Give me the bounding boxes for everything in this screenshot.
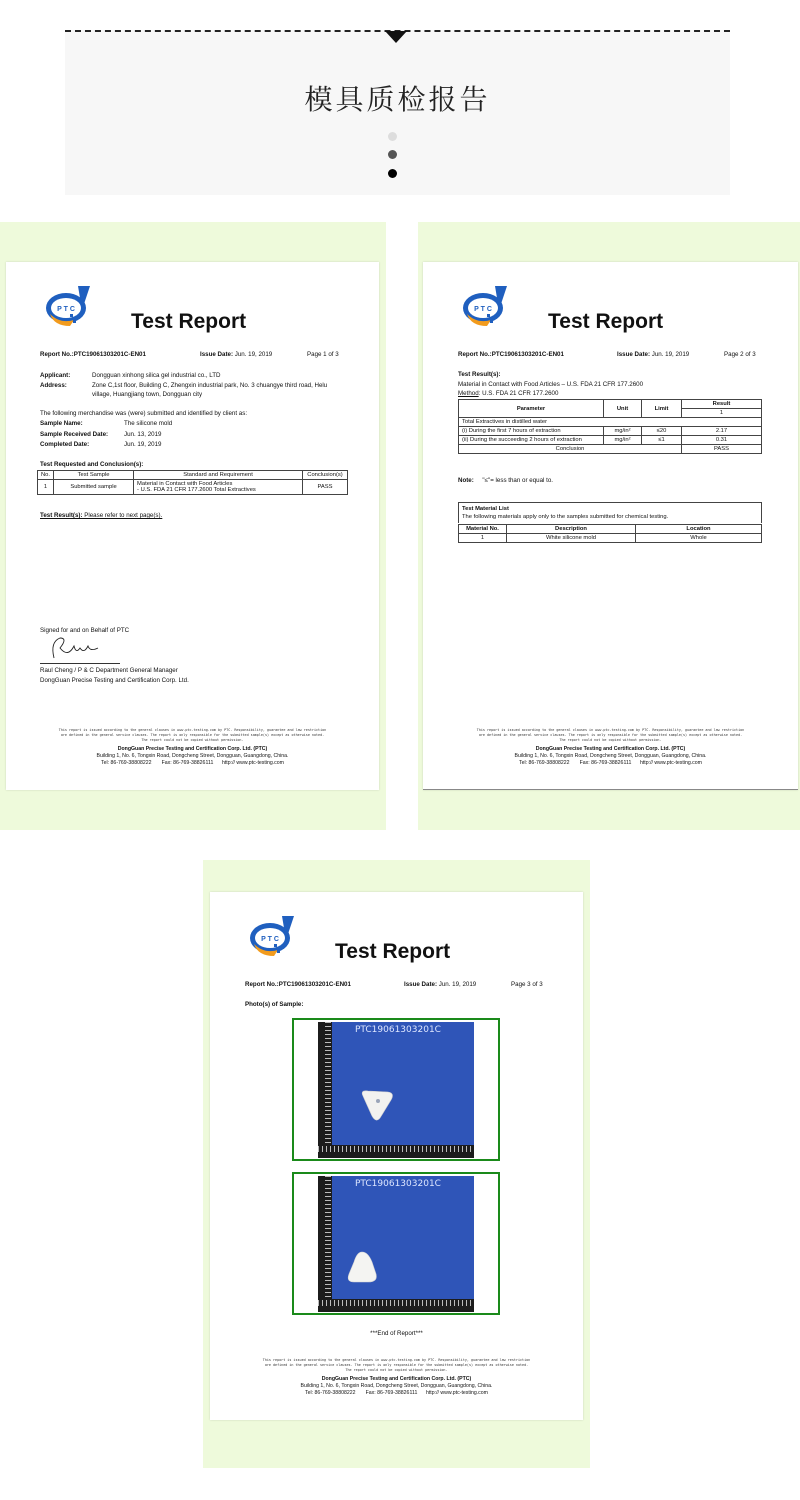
- report-footer: [210, 1376, 583, 1397]
- footer-address: Building 1, No. 6, Tongxin Road, Dongcheng Street, Dongguan, Guangdong, China.: [96, 753, 289, 760]
- received-label: Sample Received Date:: [40, 431, 109, 438]
- signature-line: [40, 663, 120, 664]
- footer-contacts: [6, 760, 379, 767]
- standard-line: - U.S. FDA 21 CFR 177.2600 Total Extractives: [137, 487, 256, 493]
- table-cell: PASS: [682, 445, 762, 454]
- ruler-vertical: [318, 1022, 332, 1158]
- table-header: Standard and Requirement: [134, 471, 303, 480]
- address-line-1: Zone C,1st floor, Building C, Zhengxin industrial park, No. 3 chuangye third road, Helu: [92, 382, 328, 389]
- address-label: Address:: [40, 382, 67, 389]
- material-line: Material in Contact with Food Articles – U.S. FDA 21 CFR 177.2600: [458, 381, 644, 388]
- end-of-report: ***End of Report***: [370, 1330, 423, 1337]
- indicator-dot: [388, 169, 397, 178]
- report-no-label: Report No.:: [245, 981, 279, 988]
- table-row: [459, 427, 762, 436]
- footer-tel: Tel: 86-769-38808222: [101, 760, 152, 767]
- table-header: Test Sample: [54, 471, 134, 480]
- silicone-mold-icon: [358, 1088, 396, 1122]
- sample-photo-2: [292, 1172, 500, 1315]
- table-cell: Total Extractives in distilled water: [459, 418, 762, 427]
- ruler-vertical: [318, 1176, 332, 1312]
- material-table: [458, 524, 762, 543]
- table-header: Conclusion(s): [303, 471, 348, 480]
- page-number: Page 1 of 3: [307, 351, 339, 358]
- report-no-value: PTC19061303201C-EN01: [278, 981, 351, 988]
- method-value: : U.S. FDA 21 CFR 177.2600: [478, 390, 559, 397]
- report-heading: Test Report: [131, 310, 247, 333]
- fine-print-line: The report could not be copied without permission.: [559, 737, 662, 742]
- footer-company: DongGuan Precise Testing and Certification Corp. Ltd. (PTC): [117, 746, 268, 752]
- report-number: [458, 351, 564, 358]
- results-reference: [40, 512, 162, 519]
- table-cell: mg/in²: [604, 436, 642, 445]
- completed-value: Jun. 19, 2019: [124, 441, 162, 448]
- material-list-intro: The following materials apply only to the samples submitted for chemical testing.: [462, 514, 669, 521]
- fine-print: [210, 1358, 583, 1372]
- signer-name: Raul Cheng / P & C Department General Manager: [40, 667, 178, 674]
- issue-date: [200, 351, 272, 358]
- issue-date-label: Issue Date:: [617, 351, 651, 358]
- issue-date-label: Issue Date:: [404, 981, 438, 988]
- fine-print-line: are defined in the general service clauses. The report is only responsible for the submitted sample(s) except as otherwise noted.: [264, 1362, 529, 1367]
- report-heading: Test Report: [548, 310, 664, 333]
- table-row: [459, 436, 762, 445]
- table-header: Location: [636, 525, 762, 534]
- table-cell: White silicone mold: [507, 534, 636, 543]
- table-cell: 1: [459, 534, 507, 543]
- issue-date: [404, 981, 476, 988]
- photo-image: [318, 1022, 474, 1158]
- page-number: Page 2 of 3: [724, 351, 756, 358]
- signed-text: Signed for and on Behalf of PTC: [40, 627, 130, 634]
- note: [458, 477, 553, 484]
- footer-fax: Fax: 86-769-38826111: [579, 760, 632, 767]
- fine-print: [423, 728, 798, 742]
- material-list-title: Test Material List: [462, 506, 509, 512]
- report-footer: [6, 746, 379, 767]
- report-no-value: PTC19061303201C-EN01: [491, 351, 564, 358]
- footer-address: Building 1, No. 6, Tongxin Road, Dongcheng Street, Dongguan, Guangdong, China.: [514, 753, 707, 760]
- table-cell: 1: [38, 480, 54, 495]
- table-header: No.: [38, 471, 54, 480]
- results-title: Test Result(s):: [458, 371, 501, 378]
- requested-title: Test Requested and Conclusion(s):: [40, 461, 144, 468]
- fine-print-line: This report is issued according to the general clauses in www.ptc-testing.com by PTC. Responsibility, guarantee and law restriction: [262, 1358, 531, 1362]
- table-header: Description: [507, 525, 636, 534]
- report-no-value: PTC19061303201C-EN01: [73, 351, 146, 358]
- standard-line: Material in Contact with Food Articles: [137, 481, 233, 487]
- table-row: [459, 445, 762, 454]
- table-cell: 2.17: [682, 427, 762, 436]
- report-panel-2: [418, 222, 800, 830]
- signer-company: DongGuan Precise Testing and Certification Corp. Ltd.: [40, 677, 189, 684]
- footer-contacts: [423, 760, 798, 767]
- applicant-value: Dongguan xinhong silica gel industrial co., LTD: [92, 372, 221, 379]
- photo-label: PTC19061303201C: [355, 1179, 441, 1189]
- fine-print-line: The report could not be copied without permission.: [141, 737, 244, 742]
- photo-image: [318, 1176, 474, 1312]
- fine-print-line: The report could not be copied without permission.: [345, 1367, 448, 1372]
- table-cell: Whole: [636, 534, 762, 543]
- footer-fax: Fax: 86-769-38826111: [365, 1390, 418, 1397]
- results-label: Test Result(s):: [40, 512, 83, 519]
- ruler-horizontal: [318, 1299, 474, 1312]
- report-page-1: [6, 262, 379, 790]
- footer-contacts: [210, 1390, 583, 1397]
- issue-date-value: Jun. 19, 2019: [234, 351, 273, 358]
- triangle-notch-icon: [385, 31, 407, 43]
- photos-label: Photo(s) of Sample:: [245, 1001, 304, 1008]
- table-cell: mg/in²: [604, 427, 642, 436]
- table-cell: PASS: [303, 480, 348, 495]
- conclusion-table: [37, 470, 348, 495]
- note-text: "≤"= less than or equal to.: [482, 477, 553, 484]
- table-cell: (i) During the first 7 hours of extraction: [459, 427, 604, 436]
- indicator-dot: [388, 132, 397, 141]
- report-number: [245, 981, 351, 988]
- svg-text:P T C: P T C: [474, 306, 492, 313]
- fine-print: [6, 728, 379, 742]
- report-panel-3: [203, 860, 590, 1468]
- report-heading: Test Report: [335, 940, 451, 963]
- sample-name-value: The silicone mold: [124, 420, 173, 427]
- issue-date-value: Jun. 19, 2019: [438, 981, 477, 988]
- issue-date-value: Jun. 19, 2019: [651, 351, 690, 358]
- footer-company: DongGuan Precise Testing and Certification Corp. Ltd. (PTC): [535, 746, 686, 752]
- page-number: Page 3 of 3: [511, 981, 543, 988]
- sample-name-label: Sample Name:: [40, 420, 83, 427]
- ptc-logo-icon: [248, 914, 296, 958]
- fine-print-line: are defined in the general service clauses. The report is only responsible for the submitted sample(s) except as otherwise noted.: [478, 732, 743, 737]
- page-title: 模具质检报告: [304, 83, 491, 116]
- method-line: [458, 390, 558, 397]
- signature-icon: [46, 634, 102, 662]
- address-line-2: village, Huangjiang town, Dongguan city: [92, 391, 203, 398]
- svg-text:P T C: P T C: [57, 306, 75, 313]
- table-cell: 1: [682, 409, 762, 418]
- table-cell: ≤20: [642, 427, 682, 436]
- footer-fax: Fax: 86-769-38826111: [161, 760, 214, 767]
- indicator-dot: [388, 150, 397, 159]
- report-no-label: Report No.:: [40, 351, 74, 358]
- report-page-2: [423, 262, 798, 790]
- svg-text:P T C: P T C: [261, 936, 279, 943]
- footer-web: http:// www.ptc-testing.com: [425, 1390, 488, 1397]
- footer-web: http:// www.ptc-testing.com: [221, 760, 284, 767]
- report-page-3: [210, 892, 583, 1420]
- ptc-logo-icon: [461, 284, 509, 328]
- material-list-box: [458, 502, 762, 523]
- table-cell: ≤1: [642, 436, 682, 445]
- method-label: Method: [458, 390, 479, 397]
- report-panel-1: [0, 222, 386, 830]
- applicant-label: Applicant:: [40, 372, 71, 379]
- table-header: Limit: [642, 400, 682, 418]
- footer-tel: Tel: 86-769-38808222: [305, 1390, 356, 1397]
- ruler-horizontal: [318, 1145, 474, 1158]
- received-value: Jun. 13, 2019: [124, 431, 162, 438]
- issue-date-label: Issue Date:: [200, 351, 234, 358]
- table-cell: Conclusion: [459, 445, 682, 454]
- table-header: Result: [682, 400, 762, 409]
- ptc-logo-icon: [44, 284, 92, 328]
- table-row: [459, 418, 762, 427]
- table-cell: Submitted sample: [54, 480, 134, 495]
- footer-web: http:// www.ptc-testing.com: [639, 760, 702, 767]
- report-number: [40, 351, 146, 358]
- table-cell: [134, 480, 303, 495]
- completed-label: Completed Date:: [40, 441, 90, 448]
- results-table: [458, 399, 762, 454]
- note-label: Note:: [458, 477, 474, 484]
- intro-text: The following merchandise was (were) submitted and identified by client as:: [40, 410, 248, 417]
- results-text: Please refer to next page(s).: [82, 512, 163, 519]
- fine-print-line: are defined in the general service clauses. The report is only responsible for the submitted sample(s) except as otherwise noted.: [60, 732, 325, 737]
- photo-label: PTC19061303201C: [355, 1025, 441, 1035]
- fine-print-line: This report is issued according to the general clauses in www.ptc-testing.com by PTC. Responsibility, guarantee and law restriction: [476, 728, 745, 732]
- table-row: [459, 534, 762, 543]
- table-cell: (ii) During the succeeding 2 hours of extraction: [459, 436, 604, 445]
- header-banner: [65, 30, 730, 195]
- footer-address: Building 1, No. 6, Tongxin Road, Dongcheng Street, Dongguan, Guangdong, China.: [300, 1383, 493, 1390]
- table-cell: 0.31: [682, 436, 762, 445]
- table-row: [38, 480, 348, 495]
- table-header: Unit: [604, 400, 642, 418]
- footer-company: DongGuan Precise Testing and Certification Corp. Ltd. (PTC): [321, 1376, 472, 1382]
- table-header: Material No.: [459, 525, 507, 534]
- silicone-mold-icon: [346, 1250, 378, 1284]
- footer-tel: Tel: 86-769-38808222: [519, 760, 570, 767]
- issue-date: [617, 351, 689, 358]
- fine-print-line: This report is issued according to the general clauses in www.ptc-testing.com by PTC. Responsibility, guarantee and law restriction: [58, 728, 327, 732]
- sample-photo-1: [292, 1018, 500, 1161]
- table-header: Parameter: [459, 400, 604, 418]
- report-footer: [423, 746, 798, 767]
- report-no-label: Report No.:: [458, 351, 492, 358]
